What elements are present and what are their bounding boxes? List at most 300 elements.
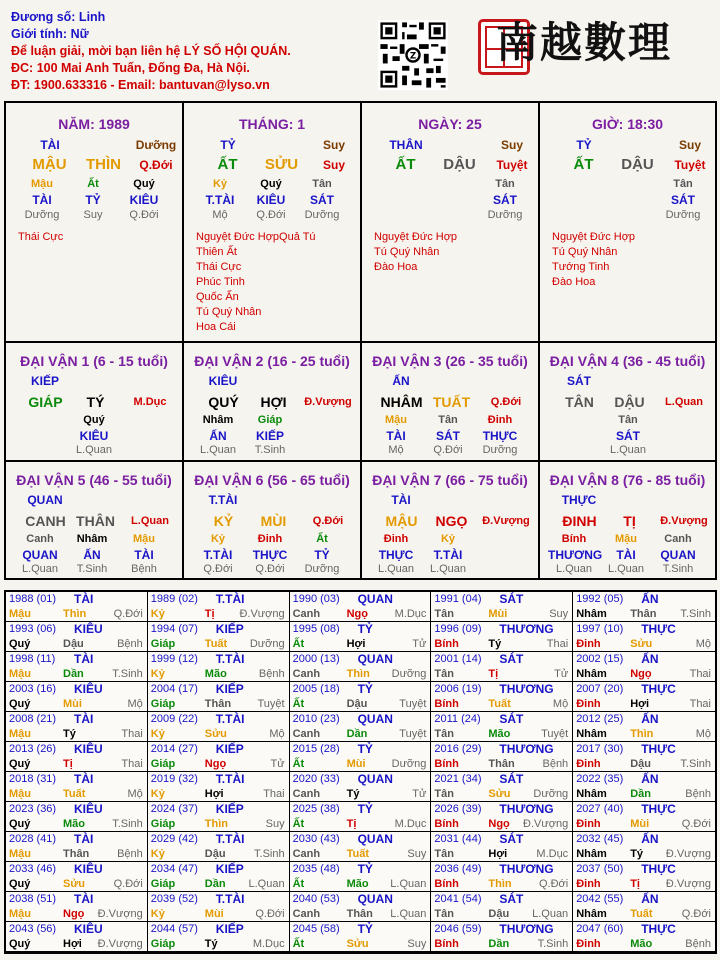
hidden-stage: Suy: [83, 209, 103, 221]
year-branch: Dần: [630, 788, 651, 800]
luck-period-cell: [540, 343, 715, 462]
year-branch: Tị: [346, 818, 357, 830]
hidden-stage: Dưỡng: [304, 209, 340, 221]
hidden-stem: Ất: [87, 178, 99, 190]
year-stage: T.Sinh: [537, 938, 569, 950]
luck-stem: TÂN: [565, 394, 594, 410]
year-branch: Dần: [488, 938, 510, 950]
year-stage: Thai: [121, 758, 143, 770]
year-stage: T.Sinh: [112, 668, 143, 680]
year-stage: M.Dục: [394, 818, 427, 830]
year-cell: [6, 772, 148, 802]
luck-stem-god: ẤN: [392, 374, 410, 388]
year-god: TÀI: [74, 652, 94, 666]
year-stage: Mộ: [695, 638, 711, 650]
luck-hidden-god: THỰC: [378, 548, 414, 562]
year-god: THỰC: [641, 802, 676, 816]
year-label: 2037 (50): [576, 863, 624, 875]
year-label: 2035 (48): [292, 863, 340, 875]
year-god: ẤN: [641, 892, 659, 906]
year-god: T.TÀI: [215, 652, 245, 666]
year-stage: Mộ: [127, 698, 143, 710]
year-cell: [431, 832, 573, 862]
year-label: 2040 (53): [292, 893, 340, 905]
year-stage: Bệnh: [258, 668, 285, 680]
luck-stem-god: KIẾP: [30, 374, 59, 388]
year-branch: Hợi: [204, 788, 224, 800]
luck-stage: Đ.Vượng: [660, 515, 708, 527]
year-stage: Suy: [407, 938, 427, 950]
year-stage: T.Sinh: [254, 848, 285, 860]
year-god: TÀI: [74, 892, 94, 906]
year-stem: Giáp: [150, 938, 176, 950]
year-stem: Bính: [434, 698, 459, 710]
year-stem: Canh: [292, 848, 321, 860]
year-cell: [290, 922, 432, 952]
year-label: 2027 (40): [576, 803, 624, 815]
hidden-stem: Tân: [673, 178, 693, 190]
year-stem: Quý: [9, 638, 31, 650]
year-label: 2033 (46): [9, 863, 57, 875]
year-label: 1993 (06): [9, 623, 57, 635]
year-stem: Canh: [292, 668, 321, 680]
year-god: THƯƠNG: [499, 802, 554, 816]
year-branch: Dần: [346, 728, 368, 740]
hidden-stem: Kỷ: [212, 178, 228, 190]
year-branch: Tuất: [204, 638, 228, 650]
year-stem: Quý: [9, 938, 31, 950]
year-branch: Tị: [204, 608, 215, 620]
star-name: Nguyệt Đức HợpQuả Tú: [196, 231, 316, 243]
year-stage: Q.Đới: [681, 818, 711, 830]
luck-stem-god: QUAN: [27, 493, 63, 507]
year-stem: Đinh: [576, 698, 601, 710]
year-stem: Tân: [434, 728, 454, 740]
luck-stage: L.Quan: [665, 396, 703, 408]
year-branch: Hợi: [488, 848, 508, 860]
luck-hidden-god: SÁT: [436, 429, 460, 443]
year-god: THƯƠNG: [499, 742, 554, 756]
year-stem: Bính: [434, 938, 459, 950]
year-god: KIẾP: [215, 682, 244, 696]
year-stem: Tân: [434, 668, 454, 680]
hidden-stage: Q.Đới: [256, 209, 286, 221]
luck-branch: MÙI: [260, 513, 287, 529]
year-stage: Suy: [265, 818, 285, 830]
year-branch: Dậu: [346, 698, 368, 710]
year-stem: Nhâm: [576, 788, 607, 800]
year-label: 1989 (02): [150, 593, 198, 605]
contact-line-1: Để luận giải, mời bạn liên hệ LÝ SỐ HỘI QUÁN.: [11, 44, 291, 58]
pillar-stem-god: THÂN: [389, 138, 423, 152]
year-stage: Thai: [121, 728, 143, 740]
year-stem: Ất: [292, 818, 305, 830]
year-stem: Nhâm: [576, 668, 607, 680]
year-stem: Bính: [434, 818, 459, 830]
year-cell: [431, 862, 573, 892]
year-label: 2022 (35): [576, 773, 624, 785]
year-god: T.TÀI: [215, 712, 245, 726]
year-god: TỶ: [357, 742, 373, 756]
year-label: 1991 (04): [434, 593, 482, 605]
year-branch: Mão: [346, 878, 369, 890]
luck-hidden-stem: Giáp: [257, 414, 283, 426]
year-branch: Thìn: [346, 668, 370, 680]
person-gender: Giới tính: Nữ: [11, 27, 89, 41]
year-stem: Ất: [292, 938, 305, 950]
luck-period-title: ĐẠI VẬN 8 (76 - 85 tuổi): [549, 472, 706, 488]
hidden-god: SÁT: [493, 193, 517, 207]
year-cell: [290, 802, 432, 832]
year-cell: [148, 892, 290, 922]
luck-hidden-stage: L.Quan: [609, 444, 647, 456]
year-label: 2009 (22): [150, 713, 198, 725]
year-god: QUAN: [357, 652, 393, 666]
luck-stem-god: THỰC: [561, 493, 597, 507]
pillar-stem: ẤT: [573, 156, 594, 173]
year-cell: [431, 652, 573, 682]
pillar-stem: ẤT: [217, 156, 238, 173]
luck-hidden-stage: Q.Đới: [255, 563, 285, 575]
year-cell: [573, 682, 715, 712]
luck-hidden-stage: L.Quan: [555, 563, 593, 575]
year-cell: [573, 592, 715, 622]
year-god: SÁT: [499, 712, 524, 726]
hidden-god: SÁT: [671, 193, 695, 207]
year-god: SÁT: [499, 652, 524, 666]
year-cell: [148, 802, 290, 832]
year-stem: Kỷ: [150, 608, 165, 620]
year-stem: Tân: [434, 608, 454, 620]
hidden-god: SÁT: [310, 193, 334, 207]
year-cell: [6, 922, 148, 952]
year-stage: Tuyệt: [399, 698, 427, 710]
year-stage: Q.Đới: [681, 908, 711, 920]
year-god: TỶ: [357, 862, 373, 876]
year-label: 2013 (26): [9, 743, 57, 755]
year-cell: [431, 682, 573, 712]
year-label: 2014 (27): [150, 743, 198, 755]
hidden-stage: Q.Đới: [129, 209, 159, 221]
qr-code-icon[interactable]: [378, 20, 448, 90]
year-god: QUAN: [357, 712, 393, 726]
hidden-stage: Dưỡng: [665, 209, 701, 221]
year-cell: [431, 622, 573, 652]
luck-branch: TÝ: [86, 394, 105, 410]
year-stage: Bệnh: [117, 848, 143, 860]
year-stem: Canh: [292, 908, 321, 920]
year-cell: [431, 772, 573, 802]
year-label: 2023 (36): [9, 803, 57, 815]
year-stage: Bệnh: [117, 638, 143, 650]
luck-hidden-stem: Canh: [26, 533, 54, 545]
year-stem: Đinh: [576, 818, 601, 830]
pillar-title: GIỜ: 18:30: [591, 116, 664, 132]
luck-hidden-god: ẤN: [209, 429, 227, 443]
year-stage: Bệnh: [685, 788, 711, 800]
luck-hidden-stem: Mậu: [615, 533, 637, 545]
year-cell: [431, 922, 573, 952]
contact-address: ĐC: 100 Mai Anh Tuấn, Đống Đa, Hà Nội.: [11, 61, 250, 75]
luck-hidden-stage: L.Quan: [21, 563, 59, 575]
luck-hidden-stem: Mậu: [385, 414, 407, 426]
luck-hidden-stage: Dưỡng: [482, 444, 518, 456]
year-god: QUAN: [357, 892, 393, 906]
year-label: 2038 (51): [9, 893, 57, 905]
year-branch: Mùi: [488, 608, 508, 620]
luck-hidden-stage: L.Quan: [429, 563, 467, 575]
year-stage: L.Quan: [532, 908, 569, 920]
pillar-stem-god: TỶ: [576, 138, 592, 152]
year-stage: Bệnh: [685, 938, 711, 950]
luck-hidden-god: THỰC: [252, 548, 288, 562]
luck-hidden-stem: Quý: [83, 414, 105, 426]
luck-hidden-stem: Đinh: [487, 414, 513, 426]
year-branch: Mão: [488, 728, 511, 740]
year-stage: Đ.Vượng: [665, 848, 711, 860]
year-stem: Bính: [434, 638, 459, 650]
luck-stem: CANH: [25, 513, 66, 529]
year-branch: Mùi: [63, 698, 82, 710]
year-god: KIẾP: [215, 922, 244, 936]
year-stem: Mậu: [9, 728, 31, 740]
year-cell: [431, 892, 573, 922]
luck-hidden-god: ẤN: [83, 548, 101, 562]
year-god: T.TÀI: [215, 832, 245, 846]
year-label: 1997 (10): [576, 623, 624, 635]
year-label: 2032 (45): [576, 833, 624, 845]
year-branch: Tị: [630, 878, 640, 890]
year-label: 2039 (52): [150, 893, 198, 905]
hidden-god: KIÊU: [129, 193, 159, 207]
pillar-stem-god: TỶ: [220, 138, 236, 152]
year-stage: Dưỡng: [249, 638, 285, 650]
luck-hidden-stage: L.Quan: [199, 444, 237, 456]
luck-stage: Đ.Vượng: [482, 515, 530, 527]
luck-hidden-stage: L.Quan: [75, 444, 113, 456]
year-label: 2019 (32): [150, 773, 198, 785]
luck-hidden-god: QUAN: [22, 548, 58, 562]
year-stem: Giáp: [150, 878, 176, 890]
year-stem: Bính: [434, 878, 459, 890]
luck-hidden-stage: Mộ: [388, 444, 404, 456]
year-branch: Tị: [488, 668, 499, 680]
year-stage: T.Sinh: [112, 818, 143, 830]
year-label: 2018 (31): [9, 773, 57, 785]
year-branch: Tuất: [630, 908, 653, 920]
year-branch: Hợi: [63, 938, 82, 950]
year-stage: Q.Đới: [538, 878, 569, 890]
year-god: TÀI: [74, 772, 94, 786]
year-label: 2005 (18): [292, 683, 340, 695]
luck-hidden-stage: Bệnh: [131, 563, 157, 575]
year-stem: Nhâm: [576, 848, 607, 860]
luck-hidden-stage: T.Sinh: [76, 563, 108, 575]
year-branch: Mùi: [630, 818, 650, 830]
luck-period-title: ĐẠI VẬN 7 (66 - 75 tuổi): [372, 472, 528, 488]
year-label: 2031 (44): [434, 833, 482, 845]
year-stem: Kỷ: [150, 848, 165, 860]
luck-hidden-stage: Q.Đới: [203, 563, 233, 575]
year-god: THƯƠNG: [499, 922, 554, 936]
luck-period-cell: [184, 462, 362, 578]
luck-stem: ĐINH: [562, 513, 597, 529]
year-stage: Mộ: [127, 788, 143, 800]
luck-hidden-god: T.TÀI: [203, 548, 233, 562]
year-branch: Thân: [488, 758, 515, 770]
year-stem: Nhâm: [576, 908, 607, 920]
year-label: 1996 (09): [434, 623, 482, 635]
year-label: 2000 (13): [292, 653, 340, 665]
year-god: ẤN: [641, 592, 659, 606]
year-cell: [573, 622, 715, 652]
hidden-stem: Quý: [260, 178, 282, 190]
pillar-title: NGÀY: 25: [418, 116, 482, 132]
year-label: 2045 (58): [292, 923, 340, 935]
year-god: KIÊU: [74, 682, 103, 696]
year-cell: [290, 712, 432, 742]
star-name: Nguyệt Đức Hợp: [552, 231, 636, 243]
year-label: 2029 (42): [150, 833, 198, 845]
year-label: 2001 (14): [434, 653, 482, 665]
luck-hidden-god: KIÊU: [79, 429, 109, 443]
year-stem: Tân: [434, 848, 454, 860]
year-label: 2007 (20): [576, 683, 624, 695]
hidden-stem: Tân: [495, 178, 515, 190]
luck-stage: Q.Đới: [312, 515, 344, 527]
luck-stem: MẬU: [385, 513, 418, 529]
year-cell: [6, 652, 148, 682]
pillar-stem: ẤT: [395, 156, 416, 173]
year-label: 1994 (07): [150, 623, 198, 635]
luck-hidden-stem: Đinh: [383, 533, 409, 545]
year-branch: Ngọ: [346, 608, 368, 620]
year-label: 1992 (05): [576, 593, 624, 605]
year-branch: Dần: [63, 668, 84, 680]
pillar-branch: THÌN: [86, 156, 121, 173]
year-label: 2004 (17): [150, 683, 198, 695]
year-cell: [573, 802, 715, 832]
year-cell: [431, 802, 573, 832]
annual-luck-table: [4, 590, 717, 954]
year-god: THỰC: [641, 682, 676, 696]
year-stem: Mậu: [9, 848, 31, 860]
year-cell: [6, 892, 148, 922]
luck-hidden-stage: Q.Đới: [433, 444, 463, 456]
pillar-stem-god: TÀI: [40, 138, 60, 152]
year-stem: Kỷ: [150, 728, 165, 740]
year-stage: L.Quan: [390, 878, 427, 890]
hidden-god: TỶ: [85, 193, 101, 207]
year-branch: Ngọ: [488, 818, 510, 830]
year-branch: Ngọ: [630, 668, 652, 680]
star-name: Thái Cực: [18, 231, 64, 243]
year-branch: Ngọ: [63, 908, 85, 920]
year-stem: Kỷ: [150, 668, 165, 680]
year-stage: Mộ: [552, 698, 569, 710]
year-god: KIẾP: [215, 742, 244, 756]
luck-period-title: ĐẠI VẬN 3 (26 - 35 tuổi): [372, 353, 528, 369]
hidden-stem: Quý: [133, 178, 155, 190]
year-branch: Thìn: [630, 728, 654, 740]
year-cell: [148, 772, 290, 802]
year-branch: Mão: [630, 938, 653, 950]
pillar-branch-stage: Tuyệt: [496, 158, 528, 172]
year-cell: [290, 862, 432, 892]
year-label: 1995 (08): [292, 623, 340, 635]
year-god: TÀI: [74, 832, 94, 846]
year-cell: [431, 712, 573, 742]
year-stage: Suy: [407, 848, 427, 860]
year-stem: Giáp: [150, 818, 176, 830]
year-cell: [573, 652, 715, 682]
year-god: KIÊU: [74, 862, 103, 876]
luck-branch: TỊ: [623, 513, 636, 529]
pillar-branch-stage: Suy: [322, 158, 345, 172]
year-stage: L.Quan: [248, 878, 285, 890]
pillar-branch-stage: Q.Đới: [139, 158, 173, 172]
year-god: TÀI: [74, 712, 94, 726]
year-branch: Thìn: [488, 878, 512, 890]
year-label: 2044 (57): [150, 923, 198, 935]
year-cell: [6, 832, 148, 862]
luck-period-title: ĐẠI VẬN 5 (46 - 55 tuổi): [16, 472, 172, 488]
luck-period-title: ĐẠI VẬN 2 (16 - 25 tuổi): [194, 353, 350, 369]
year-label: 2003 (16): [9, 683, 57, 695]
hidden-god: TÀI: [32, 193, 52, 207]
year-stem: Kỷ: [150, 908, 165, 920]
luck-hidden-god: QUAN: [660, 548, 696, 562]
luck-hidden-stem: Tân: [438, 414, 458, 426]
year-cell: [290, 652, 432, 682]
year-label: 2021 (34): [434, 773, 482, 785]
pillar-stem-stage: Suy: [678, 138, 701, 152]
year-stem: Bính: [434, 758, 459, 770]
luck-period-cell: [184, 343, 362, 462]
luck-hidden-stage: T.Sinh: [662, 563, 694, 575]
star-name: Quốc Ấn: [196, 291, 239, 303]
luck-hidden-stem: Ất: [316, 533, 328, 545]
luck-hidden-stem: Nhâm: [76, 533, 108, 545]
year-stage: Thai: [689, 668, 711, 680]
pillar-cell: [362, 103, 540, 343]
header-info: [11, 9, 291, 94]
star-name: Tú Quý Nhân: [552, 246, 618, 258]
luck-stem-god: T.TÀI: [208, 493, 238, 507]
year-stage: Q.Đới: [255, 908, 285, 920]
year-branch: Hợi: [346, 638, 366, 650]
year-god: TỶ: [357, 622, 373, 636]
star-name: Đào Hoa: [374, 261, 418, 273]
year-stage: Mộ: [695, 728, 711, 740]
year-cell: [573, 712, 715, 742]
year-label: 2028 (41): [9, 833, 57, 845]
pillar-cell: [184, 103, 362, 343]
year-stage: Tử: [270, 758, 285, 770]
year-cell: [290, 622, 432, 652]
year-stem: Quý: [9, 818, 31, 830]
year-label: 1990 (03): [292, 593, 340, 605]
luck-hidden-stage: Dưỡng: [304, 563, 340, 575]
year-label: 2041 (54): [434, 893, 482, 905]
luck-branch: TUẤT: [432, 394, 471, 410]
luck-period-title: ĐẠI VẬN 1 (6 - 15 tuổi): [20, 353, 168, 369]
chart-grid: [4, 101, 717, 580]
hidden-god: KIÊU: [256, 193, 286, 207]
year-cell: [148, 712, 290, 742]
star-list: [552, 230, 635, 290]
year-cell: [573, 742, 715, 772]
